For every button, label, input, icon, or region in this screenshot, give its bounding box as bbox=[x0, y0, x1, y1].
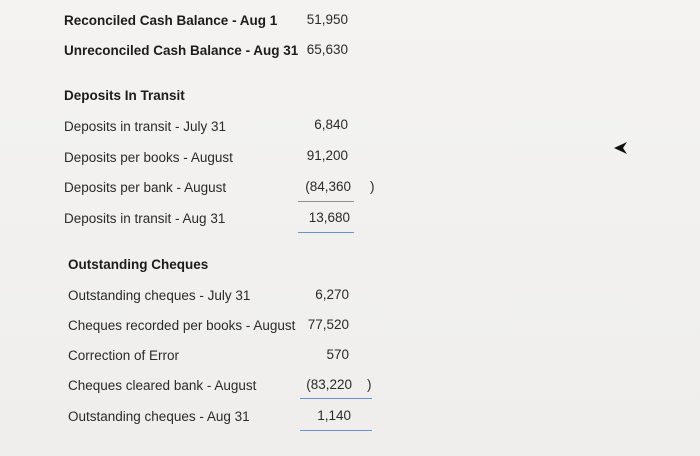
deposits-row-label: Deposits per bank - August bbox=[64, 180, 227, 195]
unreconciled-balance-label: Unreconciled Cash Balance - Aug 31 bbox=[64, 43, 299, 58]
cheques-row-label: Outstanding cheques - July 31 bbox=[68, 288, 251, 303]
cheques-row-value: 77,520 bbox=[307, 317, 349, 332]
total-rule bbox=[298, 232, 354, 233]
subtotal-rule bbox=[300, 398, 372, 399]
unreconciled-balance-value: 65,630 bbox=[306, 42, 348, 57]
mouse-pointer-icon bbox=[613, 141, 629, 155]
closing-parenthesis: ) bbox=[370, 179, 375, 194]
cheques-total-label: Outstanding cheques - Aug 31 bbox=[68, 409, 250, 424]
cheques-row-value: (83,220 bbox=[306, 377, 352, 392]
closing-parenthesis: ) bbox=[367, 377, 372, 392]
cheques-heading: Outstanding Cheques bbox=[68, 257, 209, 272]
deposits-row-value: 91,200 bbox=[306, 148, 348, 163]
cheques-row-label: Cheques recorded per books - August bbox=[68, 318, 296, 333]
deposits-total-value: 13,680 bbox=[308, 210, 350, 225]
reconciled-balance-label: Reconciled Cash Balance - Aug 1 bbox=[64, 13, 278, 28]
subtotal-rule bbox=[298, 201, 354, 202]
cheques-row-value: 6,270 bbox=[315, 287, 349, 302]
cheques-total-value: 1,140 bbox=[317, 408, 351, 423]
total-rule bbox=[300, 430, 372, 431]
deposits-row-value: (84,360 bbox=[305, 179, 351, 194]
deposits-row-label: Deposits per books - August bbox=[64, 150, 233, 165]
deposits-row-value: 6,840 bbox=[314, 117, 348, 132]
deposits-row-label: Deposits in transit - July 31 bbox=[64, 119, 227, 134]
cheques-row-label: Correction of Error bbox=[68, 348, 180, 363]
deposits-heading: Deposits In Transit bbox=[64, 88, 185, 103]
cheques-row-label: Cheques cleared bank - August bbox=[68, 378, 257, 393]
reconciled-balance-value: 51,950 bbox=[306, 12, 348, 27]
deposits-total-label: Deposits in transit - Aug 31 bbox=[64, 211, 226, 226]
cheques-row-value: 570 bbox=[326, 347, 349, 362]
